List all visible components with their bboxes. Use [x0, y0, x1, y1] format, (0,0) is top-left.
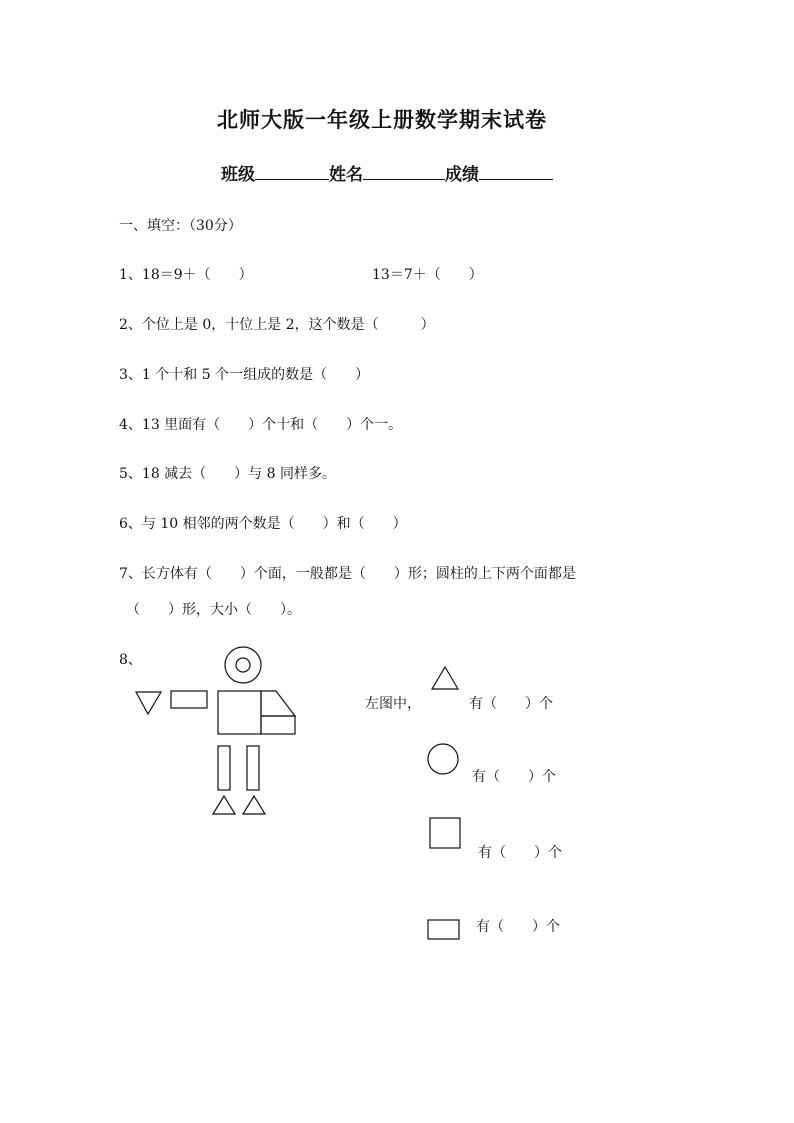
question-4: 4、13 里面有（ ）个十和（ ）个一。	[119, 417, 403, 433]
question-5: 5、18 减去（ ）与 8 同样多。	[119, 466, 336, 482]
question-8-left-label: 左图中，	[365, 696, 421, 712]
robot-head-outer-circle	[225, 647, 261, 683]
robot-arm-trapezoid	[261, 691, 295, 716]
robot-hand-rectangle	[261, 716, 295, 734]
robot-right-leg	[247, 746, 259, 790]
robot-head-inner-circle	[236, 658, 250, 672]
legend-triangle-icon	[432, 667, 458, 689]
question-3: 3、1 个十和 5 个一组成的数是（ ）	[119, 367, 370, 383]
legend-square-icon	[430, 818, 460, 848]
robot-right-foot-triangle	[243, 796, 265, 814]
robot-body-square	[218, 691, 261, 734]
robot-left-foot-triangle	[213, 796, 235, 814]
triangle-count: 有（ ）个	[469, 696, 553, 712]
question-2: 2、个位上是 0，十位上是 2，这个数是（ ）	[119, 317, 435, 333]
legend-rectangle-icon	[428, 920, 459, 939]
question-7-line-1: 7、长方体有（ ）个面，一般都是（ ）形；圆柱的上下两个面都是	[119, 566, 576, 582]
class-label: 班级	[221, 165, 255, 185]
rectangle-count: 有（ ）个	[476, 919, 560, 935]
square-count: 有（ ）个	[478, 845, 562, 861]
page-title: 北师大版一年级上册数学期末试卷	[217, 107, 547, 132]
question-1a: 1、18＝9＋（ ）	[119, 267, 253, 283]
question-6: 6、与 10 相邻的两个数是（ ）和（ ）	[119, 516, 407, 532]
legend-circle-icon	[428, 744, 458, 774]
circle-count: 有（ ）个	[472, 769, 556, 785]
name-label: 姓名	[329, 165, 363, 185]
score-label: 成绩	[445, 165, 479, 185]
question-7-line-2: （ ）形，大小（ ）。	[126, 602, 301, 618]
robot-arm-rectangle	[171, 691, 207, 708]
question-1b: 13＝7＋（ ）	[372, 267, 483, 283]
question-8-number: 8、	[119, 652, 142, 668]
robot-left-leg	[218, 746, 230, 790]
section-heading: 一、填空：（30分）	[119, 218, 242, 234]
robot-left-triangle	[136, 692, 161, 714]
